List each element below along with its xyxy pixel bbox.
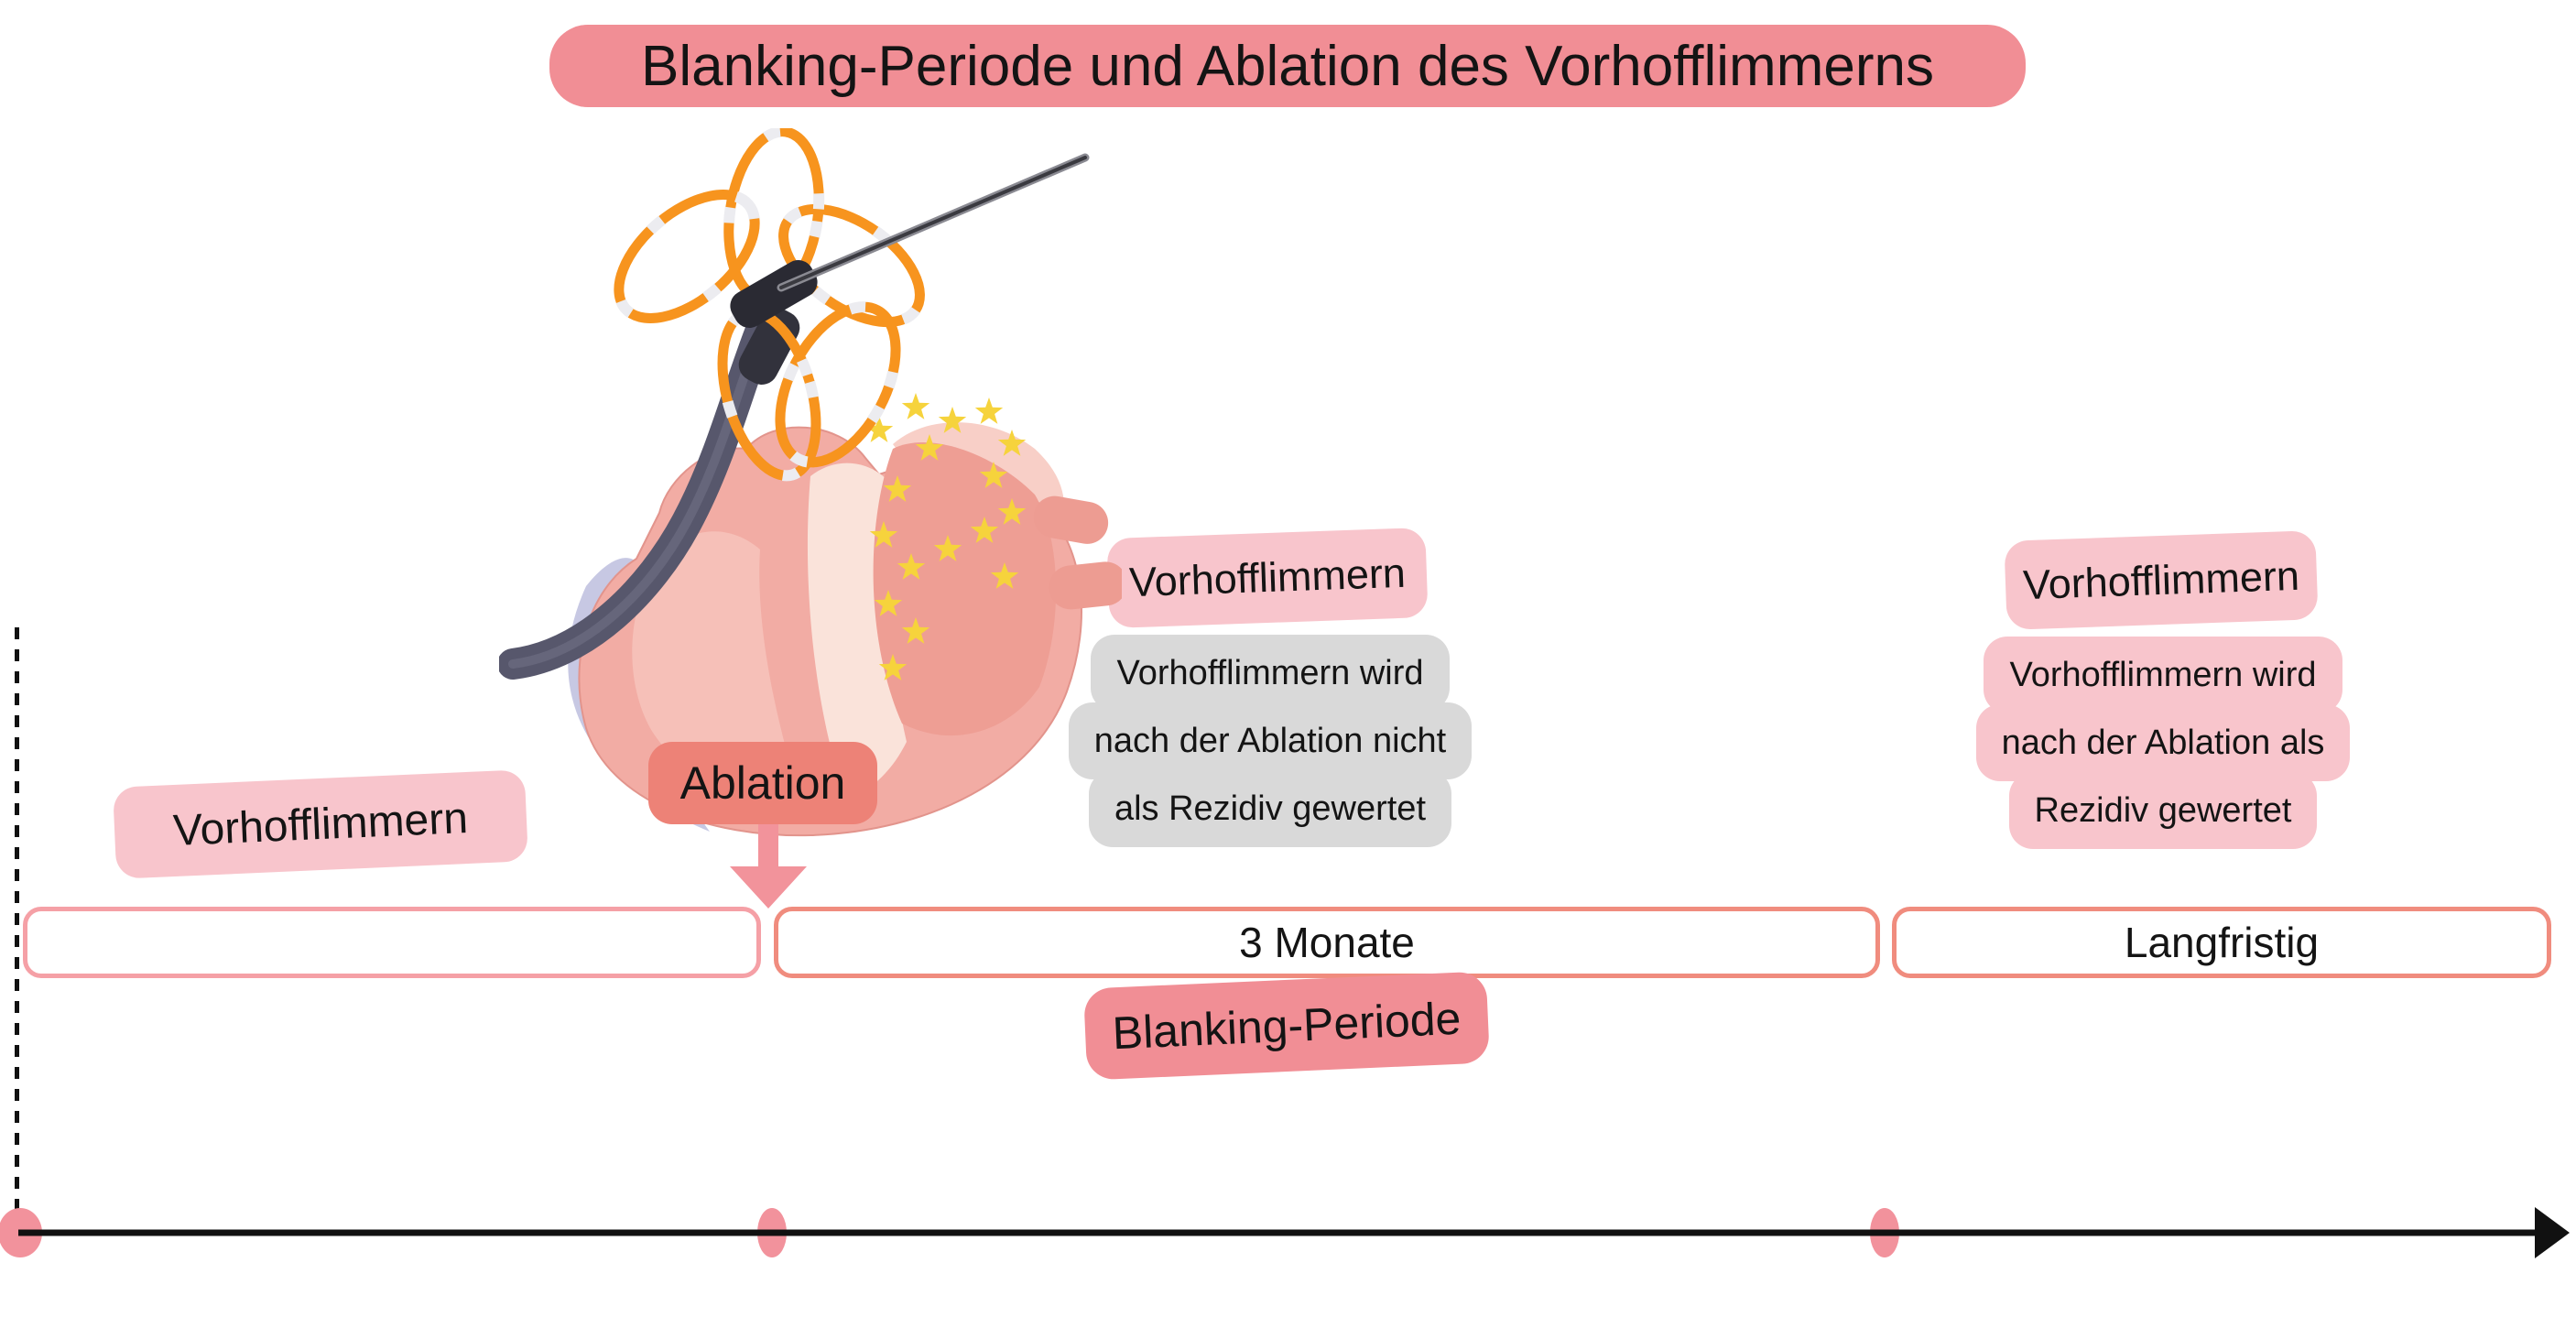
blanking-periode-badge (1083, 971, 1490, 1080)
timeline-segment-blanking (774, 907, 1880, 978)
blanking-note-line: Vorhofflimmern wird (1091, 635, 1449, 712)
guidewire-icon (781, 158, 1085, 288)
af-longterm-badge (2004, 530, 2318, 630)
ablation-arrow-down-icon (730, 866, 807, 909)
af-before-label: Vorhofflimmern (172, 793, 469, 855)
af-before-badge (113, 769, 528, 879)
timeline-segment-blanking-label: 3 Monate (1239, 919, 1415, 966)
timeline-segment-before (23, 907, 761, 978)
page-title-text: Blanking-Periode und Ablation des Vorhofflimmerns (641, 34, 1934, 98)
blanking-note (1055, 635, 1485, 847)
blanking-note-line: als Rezidiv gewertet (1089, 770, 1451, 847)
longterm-note-line: Vorhofflimmern wird (1984, 637, 2342, 713)
af-blanking-badge (1106, 528, 1428, 628)
af-blanking-label: Vorhofflimmern (1128, 549, 1407, 606)
blanking-periode-label: Blanking-Periode (1111, 992, 1462, 1060)
longterm-note (1956, 637, 2370, 849)
af-longterm-label: Vorhofflimmern (2022, 551, 2300, 608)
timeline-segment-longterm-label: Langfristig (2124, 919, 2320, 966)
page-title (549, 25, 2026, 107)
ablation-badge (648, 742, 877, 824)
ablation-arrow-shaft (758, 822, 778, 868)
heart-ablation-illustration (499, 128, 1122, 843)
timeline-segment-longterm (1892, 907, 2551, 978)
ablation-label: Ablation (679, 757, 846, 809)
blanking-note-line: nach der Ablation nicht (1069, 702, 1473, 779)
start-dashed-line (15, 627, 19, 1232)
longterm-note-line: nach der Ablation als (1976, 704, 2351, 781)
time-axis (0, 1181, 2576, 1291)
longterm-note-line: Rezidiv gewertet (2009, 772, 2318, 849)
axis-arrowhead-icon (2535, 1207, 2570, 1258)
